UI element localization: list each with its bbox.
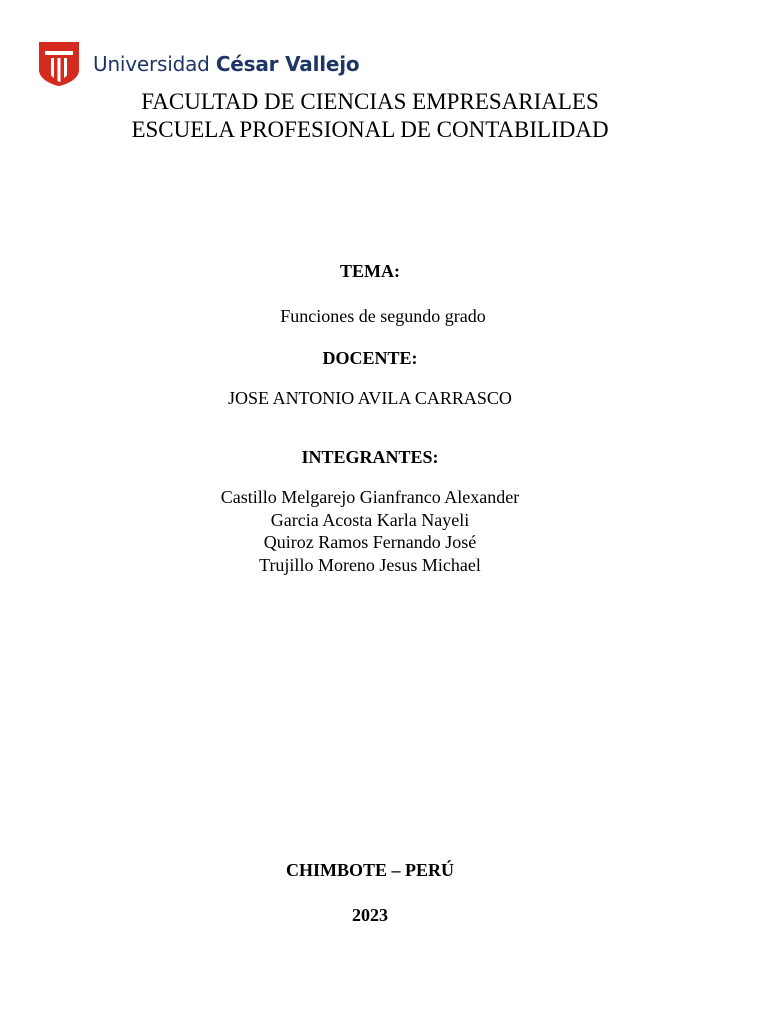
member-name: Quiroz Ramos Fernando José [263, 532, 477, 552]
topic-value: Funciones de segundo grado [280, 306, 486, 326]
university-logo [39, 42, 359, 86]
location: CHIMBOTE – PERÚ [285, 860, 454, 880]
member-name: Trujillo Moreno Jesus Michael [259, 555, 481, 575]
teacher-label: DOCENTE: [322, 348, 418, 368]
faculty-title: FACULTAD DE CIENCIAS EMPRESARIALES [141, 89, 599, 114]
university-name-bold: César Vallejo [215, 52, 360, 76]
university-name [93, 52, 359, 76]
ucv-shield-icon [39, 42, 79, 86]
member-name: Garcia Acosta Karla Nayeli [270, 510, 470, 530]
topic-label: TEMA: [340, 261, 400, 281]
year: 2023 [352, 905, 388, 925]
school-title: ESCUELA PROFESIONAL DE CONTABILIDAD [131, 117, 609, 142]
member-name: Castillo Melgarejo Gianfranco Alexander [220, 487, 520, 507]
university-name-regular: Universidad [93, 52, 216, 76]
teacher-name: JOSE ANTONIO AVILA CARRASCO [228, 388, 512, 408]
members-label: INTEGRANTES: [301, 447, 439, 467]
